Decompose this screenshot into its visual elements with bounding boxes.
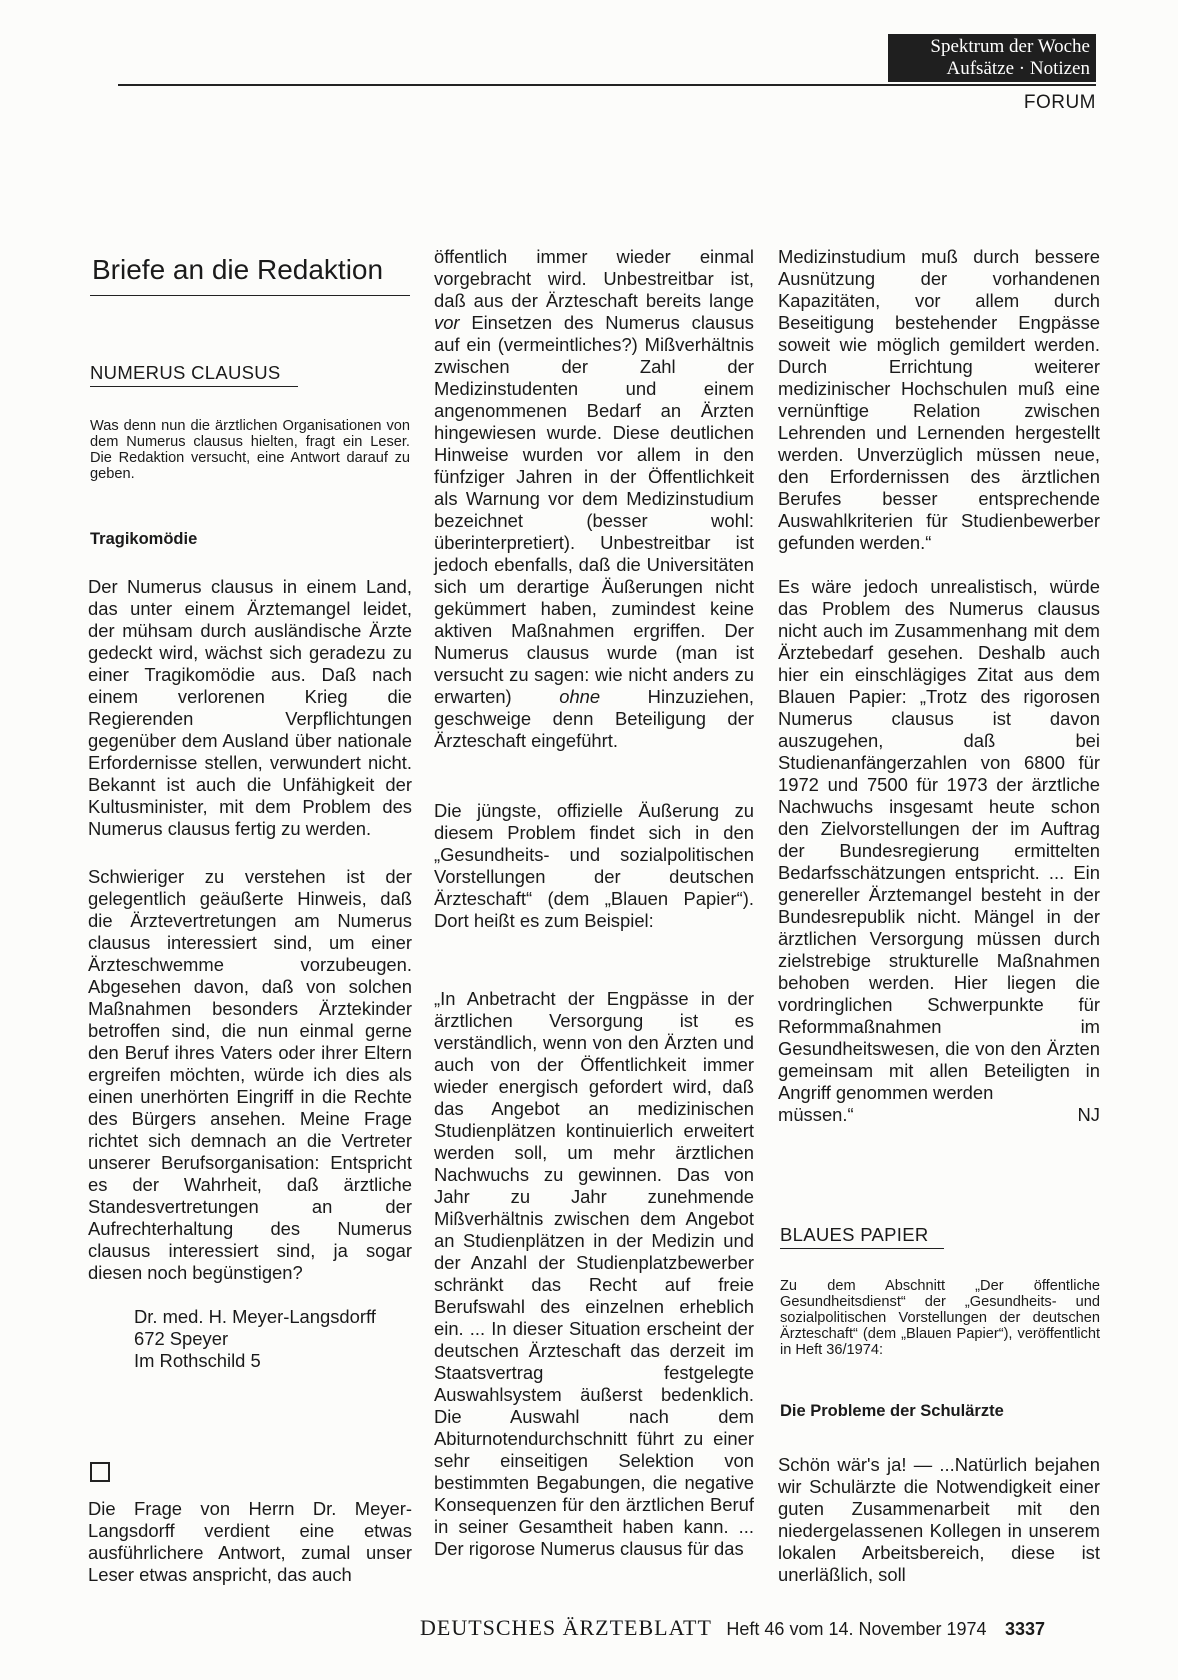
- page-footer: [420, 1615, 1100, 1641]
- quote-paragraph-2: [778, 246, 1100, 554]
- reply-paragraph-1: [88, 1498, 412, 1586]
- reply-paragraph-4: [778, 576, 1100, 1126]
- reply-paragraph-2: [434, 246, 754, 752]
- page-title: Briefe an die Redaktion: [92, 254, 384, 285]
- header-box-line1: Spektrum der Woche: [930, 36, 1090, 57]
- section-heading-blaues-papier: BLAUES PAPIER: [780, 1224, 929, 1245]
- letter-paragraph-1-text: Der Numerus clausus in einem Land, das unter einem Ärztemangel leidet, der mühsam durch ausländische Ärzte gedeckt wird, wächst sich geradezu zu einer Tragikomödie aus. Daß nach einem verlorenen Krieg die Regierenden Verpflichtungen gegenüber dem Ausland über nationale Erfordernisse stellen, verwundert nicht. Bekannt ist auch die Unfähigkeit der Kultusminister, mit dem Problem des Numerus clausus fertig zu werden.: [88, 576, 412, 839]
- author-initials: NJ: [1077, 1104, 1100, 1125]
- section-rule-numerus: [90, 386, 298, 387]
- reply-paragraph-2-text: [434, 246, 754, 752]
- section-header-box: [888, 34, 1096, 82]
- section-heading-numerus: NUMERUS CLAUSUS: [90, 362, 281, 383]
- letter-paragraph-2: [88, 866, 412, 1284]
- section-rule-blaues-papier: [780, 1248, 944, 1249]
- address-line: Dr. med. H. Meyer-Langsdorff: [134, 1306, 376, 1327]
- reply-paragraph-1-text: Die Frage von Herrn Dr. Meyer-Langsdorff verdient eine etwas ausführlichere Antwort, zumal unser Leser etwas anspricht, das auch: [88, 1498, 412, 1585]
- section-label: FORUM: [1023, 92, 1096, 113]
- letter-paragraph-3: [778, 1454, 1100, 1586]
- top-rule: [118, 84, 1096, 86]
- address-line: 672 Speyer: [134, 1328, 229, 1349]
- signature-line: [778, 1104, 1100, 1126]
- subheading-schulaerzte: Die Probleme der Schulärzte: [780, 1402, 1004, 1420]
- emphasis: vor: [434, 312, 460, 333]
- quote-paragraph-1: [434, 988, 754, 1560]
- subheading-tragikomoedie: Tragikomödie: [90, 530, 198, 548]
- header-box-line2: Aufsätze · Notizen: [946, 58, 1090, 79]
- page-number: 3337: [1005, 1619, 1046, 1639]
- end-mark-square: [90, 1462, 110, 1482]
- intro-numerus: Was denn nun die ärztlichen Organisationen von dem Numerus clausus hielten, fragt ein Leser. Die Redaktion versucht, eine Antwort darauf zu geben.: [90, 418, 410, 482]
- letter-address: [134, 1306, 376, 1372]
- last-line-text: müssen.“: [778, 1104, 854, 1125]
- issue-info: Heft 46 vom 14. November 1974: [726, 1619, 987, 1639]
- letter-paragraph-1: [88, 576, 412, 840]
- title-rule: [90, 295, 410, 296]
- text-run: Hinzuziehen, geschweige denn Beteiligung der Ärzteschaft eingeführt.: [434, 686, 754, 751]
- reply-paragraph-3: [434, 800, 754, 932]
- reply-paragraph-3-text: Die jüngste, offizielle Äußerung zu diesem Problem findet sich in den „Gesundheits- und sozialpolitischen Vorstellungen der deutschen Ärzteschaft“ (dem „Blauen Papier“). Dort heißt es zum Beispiel:: [434, 800, 754, 931]
- text-run: Einsetzen des Numerus clausus auf ein (vermeintliches?) Mißverhältnis zwischen der Zahl der Medizinstudenten und einem angenommenen Bedarf an Ärzten hingewiesen wurde. Diese deutlichen Hinweise wurden vor allem in den fünfziger Jahren in der Öffentlichkeit als Warnung vor dem Medizinstudium bezeichnet (besser wohl: überinterpretiert). Unbestreitbar ist jedoch ebenfalls, daß die Universitäten sich um derartige Äußerungen nicht gekümmert haben, zumindest keine aktiven Maßnahmen ergriffen. Der Numerus clausus wurde (man ist versucht zu sagen: wie nicht anders zu erwarten): [434, 312, 754, 707]
- letter-paragraph-2-text: Schwieriger zu verstehen ist der gelegentlich geäußerte Hinweis, daß die Ärztevertretungen am Numerus clausus interessiert sind, um einer Ärzteschwemme vorzubeugen. Abgesehen davon, daß von solchen Maßnahmen besonders Ärztekinder betroffen sind, die nun einmal gerne den Beruf ihres Vaters oder ihrer Eltern ergreifen möchten, würde ich dies als einen unerhörten Eingriff in die Rechte des Bürgers ansehen. Meine Frage richtet sich demnach an die Vertreter unserer Berufsorganisation: Entspricht es der Wahrheit, daß ärztliche Standesvertretungen an der Aufrechterhaltung des Numerus clausus interessiert sind, ja sogar diesen noch begünstigen?: [88, 866, 412, 1283]
- journal-name: DEUTSCHES ÄRZTEBLATT: [420, 1615, 712, 1640]
- emphasis: ohne: [559, 686, 601, 707]
- reply-paragraph-4-text: Es wäre jedoch unrealistisch, würde das Problem des Numerus clausus nicht auch im Zusammenhang mit dem Ärztebedarf gesehen. Deshalb auch hier ein einschlägiges Zitat aus dem Blauen Papier: „Trotz des rigorosen Numerus clausus ist davon auszugehen, daß bei Studienanfängerzahlen von 6800 für 1972 und 7500 für 1973 der ärztliche Nachwuchs insgesamt heute schon den Zielvorstellungen der im Auftrag der Bundesregierung ermittelten Bedarfsschätzungen entspricht. ... Ein genereller Ärztemangel besteht in der Bundesrepublik nicht. Mängel in der ärztlichen Versorgung müssen durch zielstrebige strukturelle Maßnahmen behoben werden. Hier liegen die vordringlichen Schwerpunkte für Reformmaßnahmen im Gesundheitswesen, die von den Ärzten gemeinsam mit allen Beteiligten in Angriff genommen werden: [778, 576, 1100, 1103]
- intro-blaues-papier: Zu dem Abschnitt „Der öffentliche Gesundheitsdienst“ der „Gesundheits- und sozialpolitischen Vorstellungen der deutschen Ärzteschaft“ (dem „Blauen Papier“), veröffentlicht in Heft 36/1974:: [780, 1278, 1100, 1358]
- address-line: Im Rothschild 5: [134, 1350, 261, 1371]
- text-run: öffentlich immer wieder einmal vorgebracht wird. Unbestreitbar ist, daß aus der Ärzteschaft bereits lange: [434, 246, 754, 311]
- quote-paragraph-2-text: Medizinstudium muß durch bessere Ausnützung der vorhandenen Kapazitäten, vor allem durch Beseitigung bestehender Engpässe soweit wie möglich gemildert werden. Durch Errichtung weiterer medizinischer Hochschulen muß eine vernünftige Relation zwischen Lehrenden und Lernenden hergestellt werden. Unverzüglich müssen neue, den Erfordernissen des ärztlichen Berufes besser entsprechende Auswahlkriterien für Studienbewerber gefunden werden.“: [778, 246, 1100, 553]
- letter-paragraph-3-text: Schön wär's ja! — ...Natürlich bejahen wir Schulärzte die Notwendigkeit einer guten Zusammenarbeit mit den niedergelassenen Kollegen in unserem lokalen Arbeitsbereich, diese ist unerläßlich, soll: [778, 1454, 1100, 1585]
- quote-paragraph-1-text: „In Anbetracht der Engpässe in der ärztlichen Versorgung ist es verständlich, wenn von den Ärzten und auch von der Öffentlichkeit immer wieder energisch gefordert wird, daß das Angebot an medizinischen Studienplätzen kontinuierlich erweitert werden soll, um mehr ärztlichen Nachwuchs zu gewinnen. Das von Jahr zu Jahr zunehmende Mißverhältnis zwischen dem Angebot an Studienplätzen in der Medizin und der Anzahl der Studienplatzbewerber schränkt das Recht auf freie Berufswahl des einzelnen erheblich ein. ... In dieser Situation erscheint der deutschen Ärzteschaft das derzeit im Staatsvertrag festgelegte Auswahlsystem äußerst bedenklich. Die Auswahl nach dem Abiturnotendurchschnitt führt zu einer sehr einseitigen Selektion von bestimmten Begabungen, die negative Konsequenzen für den ärztlichen Beruf in seiner Gesamtheit haben kann. ... Der rigorose Numerus clausus für das: [434, 988, 754, 1559]
